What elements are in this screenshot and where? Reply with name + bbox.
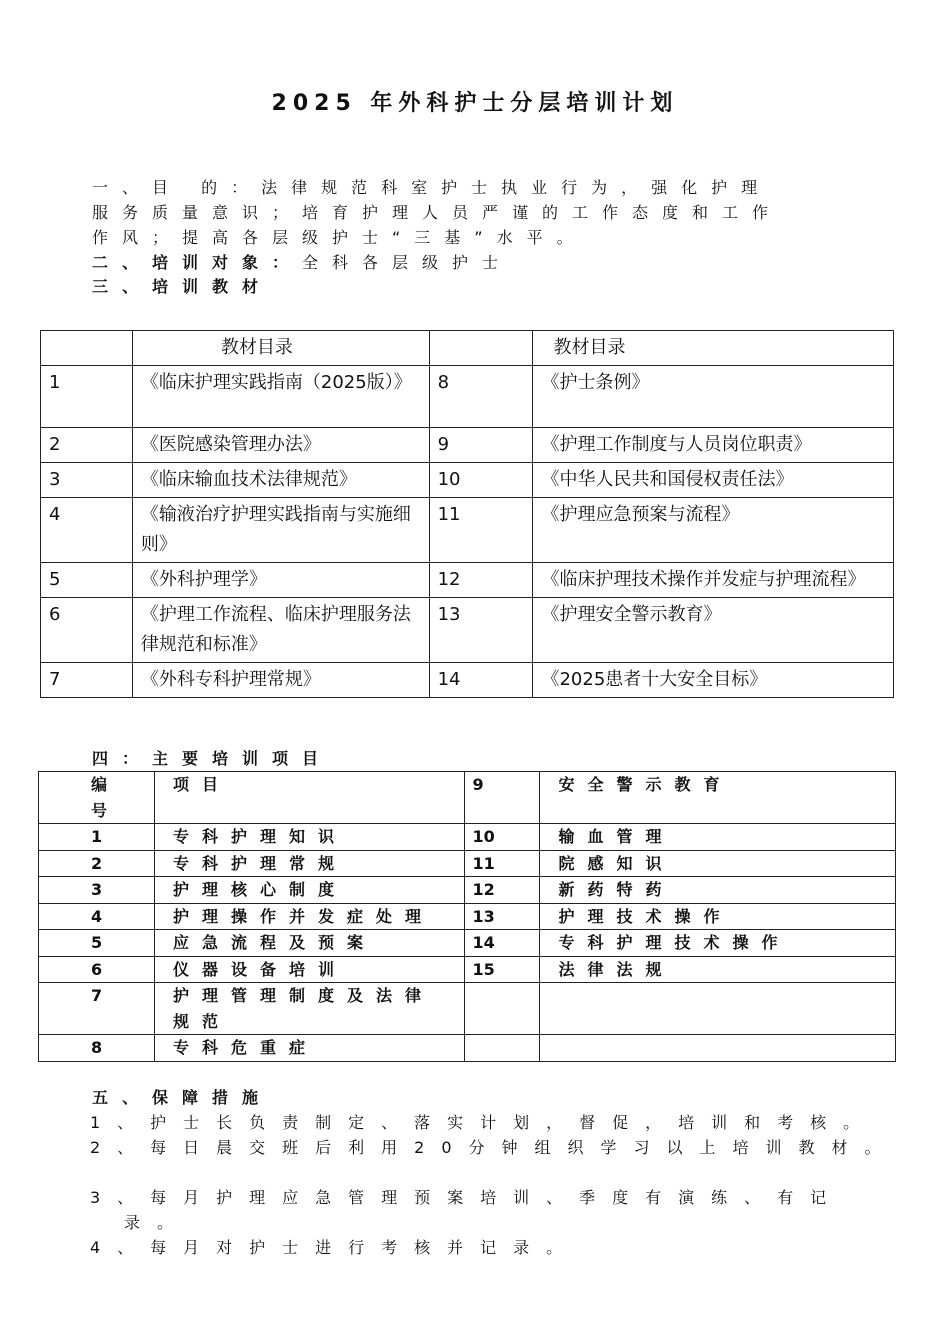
table-cell: 护理管理制度及法律规范 (154, 983, 464, 1035)
table-cell: 《外科专科护理常规》 (132, 663, 429, 698)
table-cell: 护理操作并发症处理 (154, 903, 464, 930)
table-cell: 2 (41, 428, 133, 463)
table-cell: 3 (41, 463, 133, 498)
table-cell: 《中华人民共和国侵权责任法》 (533, 463, 894, 498)
table-row (39, 930, 896, 957)
table-row (39, 956, 896, 983)
table-row (41, 366, 894, 428)
projects-table (38, 771, 896, 1062)
textbook-header-cell (41, 331, 133, 366)
section3-heading: 三、培训教材 (92, 277, 273, 296)
section5-heading: 五、保障措施 (92, 1088, 273, 1107)
table-cell: 《临床护理实践指南（2025版）》 (132, 366, 429, 428)
table-cell: 《外科护理学》 (132, 563, 429, 598)
table-row (39, 1035, 896, 1062)
section2-heading: 二、培训对象： (92, 253, 303, 272)
section1-line2: 服务质量意识；培育护理人员严谨的工作态度和工作 (92, 203, 783, 222)
table-cell: 《护理安全警示教育》 (533, 598, 894, 663)
table-cell: 3 (39, 877, 155, 904)
table-cell: 《护理应急预案与流程》 (533, 498, 894, 563)
table-cell: 1 (41, 366, 133, 428)
table-cell: 《护理工作制度与人员岗位职责》 (533, 428, 894, 463)
measure-item: 2、每日晨交班后利用20分钟组织学习以上培训教材。 (90, 1138, 898, 1157)
table-cell: 安全警示教育 (540, 772, 896, 824)
table-cell: 《临床护理技术操作并发症与护理流程》 (533, 563, 894, 598)
table-cell: 7 (39, 983, 155, 1035)
measure-item: 3、每月护理应急管理预案培训、季度有演练、有记 (90, 1188, 844, 1207)
textbook-header-cell: 教材目录 (533, 331, 894, 366)
table-row (39, 850, 896, 877)
table-cell: 护理技术操作 (540, 903, 896, 930)
table-row (41, 563, 894, 598)
table-cell (464, 983, 540, 1035)
table-row (39, 903, 896, 930)
table-row (41, 598, 894, 663)
table-cell: 《护士条例》 (533, 366, 894, 428)
table-cell: 1 (39, 824, 155, 851)
table-cell: 5 (41, 563, 133, 598)
table-cell: 9 (429, 428, 533, 463)
table-cell: 13 (464, 903, 540, 930)
table-cell: 5 (39, 930, 155, 957)
table-row (41, 663, 894, 698)
table-cell: 6 (39, 956, 155, 983)
table-row (41, 428, 894, 463)
section1-line1: 一、目 的：法律规范科室护士执业行为，强化护理 (92, 178, 772, 197)
table-cell: 《输液治疗护理实践指南与实施细则》 (132, 498, 429, 563)
table-cell: 6 (41, 598, 133, 663)
table-cell: 14 (429, 663, 533, 698)
table-row (41, 463, 894, 498)
table-row (39, 983, 896, 1035)
table-cell: 专科护理知识 (154, 824, 464, 851)
table-cell: 12 (429, 563, 533, 598)
textbook-table (40, 330, 894, 698)
table-cell: 护理核心制度 (154, 877, 464, 904)
table-cell: 8 (429, 366, 533, 428)
table-cell: 专科危重症 (154, 1035, 464, 1062)
table-cell: 编号 (39, 772, 155, 824)
table-cell: 项目 (154, 772, 464, 824)
measure-item: 4、每月对护士进行考核并记录。 (90, 1238, 580, 1257)
table-cell: 8 (39, 1035, 155, 1062)
table-cell: 15 (464, 956, 540, 983)
measure-item: 录。 (124, 1213, 191, 1232)
table-cell: 《护理工作流程、临床护理服务法律规范和标准》 (132, 598, 429, 663)
table-cell: 7 (41, 663, 133, 698)
table-cell: 输血管理 (540, 824, 896, 851)
table-cell: 应急流程及预案 (154, 930, 464, 957)
projects-header-row (39, 772, 896, 824)
table-cell: 4 (41, 498, 133, 563)
textbook-header-cell (429, 331, 533, 366)
measure-item: 1、护士长负责制定、落实计划，督促，培训和考核。 (90, 1113, 877, 1132)
table-cell: 10 (464, 824, 540, 851)
table-cell (540, 983, 896, 1035)
table-cell (464, 1035, 540, 1062)
table-row (41, 498, 894, 563)
table-cell: 专科护理技术操作 (540, 930, 896, 957)
table-cell: 《2025患者十大安全目标》 (533, 663, 894, 698)
table-cell: 院感知识 (540, 850, 896, 877)
table-cell: 新药特药 (540, 877, 896, 904)
table-cell: 10 (429, 463, 533, 498)
table-cell: 14 (464, 930, 540, 957)
table-cell: 仪器设备培训 (154, 956, 464, 983)
table-row (39, 877, 896, 904)
table-cell: 13 (429, 598, 533, 663)
table-cell: 法律法规 (540, 956, 896, 983)
table-cell: 9 (464, 772, 540, 824)
section2 (92, 250, 862, 275)
table-cell (540, 1035, 896, 1062)
table-cell: 专科护理常规 (154, 850, 464, 877)
table-cell: 《临床输血技术法律规范》 (132, 463, 429, 498)
table-row (39, 824, 896, 851)
table-cell: 11 (464, 850, 540, 877)
table-cell: 2 (39, 850, 155, 877)
document-title: 2025 年外科护士分层培训计划 (271, 91, 679, 116)
table-cell: 4 (39, 903, 155, 930)
section4-heading: 四：主要培训项目 (92, 749, 333, 768)
textbook-header-row (41, 331, 894, 366)
section1-line3: 作风；提高各层级护士“三基”水平。 (92, 228, 587, 247)
section2-text: 全科各层级护士 (302, 253, 513, 272)
textbook-header-cell: 教材目录 (132, 331, 429, 366)
table-cell: 《医院感染管理办法》 (132, 428, 429, 463)
table-cell: 11 (429, 498, 533, 563)
table-cell: 12 (464, 877, 540, 904)
